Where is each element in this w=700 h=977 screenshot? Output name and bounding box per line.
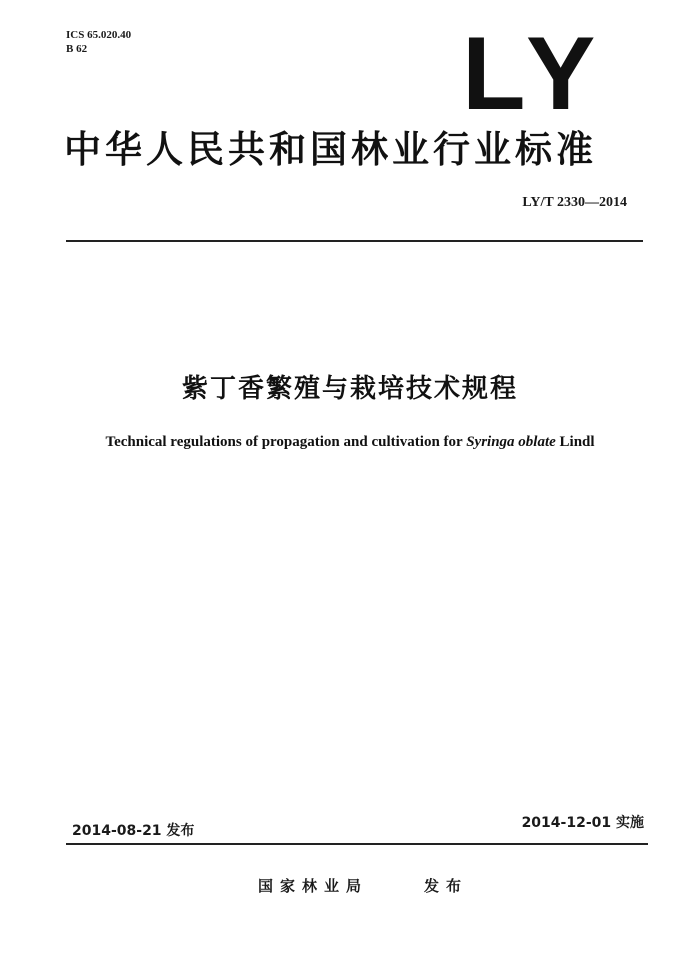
standard-number: LY/T 2330—2014 — [522, 195, 627, 210]
issue-date: 2014-08-21 发布 — [72, 823, 195, 839]
standard-category-title: 中华人民共和国林业行业标准 — [64, 128, 597, 171]
title-en-prefix: Technical regulations of propagation and cultivation for — [105, 434, 467, 450]
publisher-action: 发布 — [424, 877, 469, 895]
document-title-english — [0, 432, 700, 452]
ly-logo: LY — [462, 16, 606, 132]
bottom-divider — [66, 843, 648, 845]
publisher-name: 国家林业局 — [258, 877, 369, 895]
implementation-date: 2014-12-01 实施 — [521, 815, 644, 831]
title-en-suffix: Lindl — [555, 434, 595, 450]
classification-codes — [66, 28, 131, 56]
title-en-species: Syringa oblate — [466, 434, 556, 450]
ccs-code: B 62 — [66, 43, 88, 55]
ics-code: ICS 65.020.40 — [66, 29, 132, 41]
top-divider — [66, 240, 643, 242]
document-title-chinese: 紫丁香繁殖与栽培技术规程 — [181, 374, 518, 404]
